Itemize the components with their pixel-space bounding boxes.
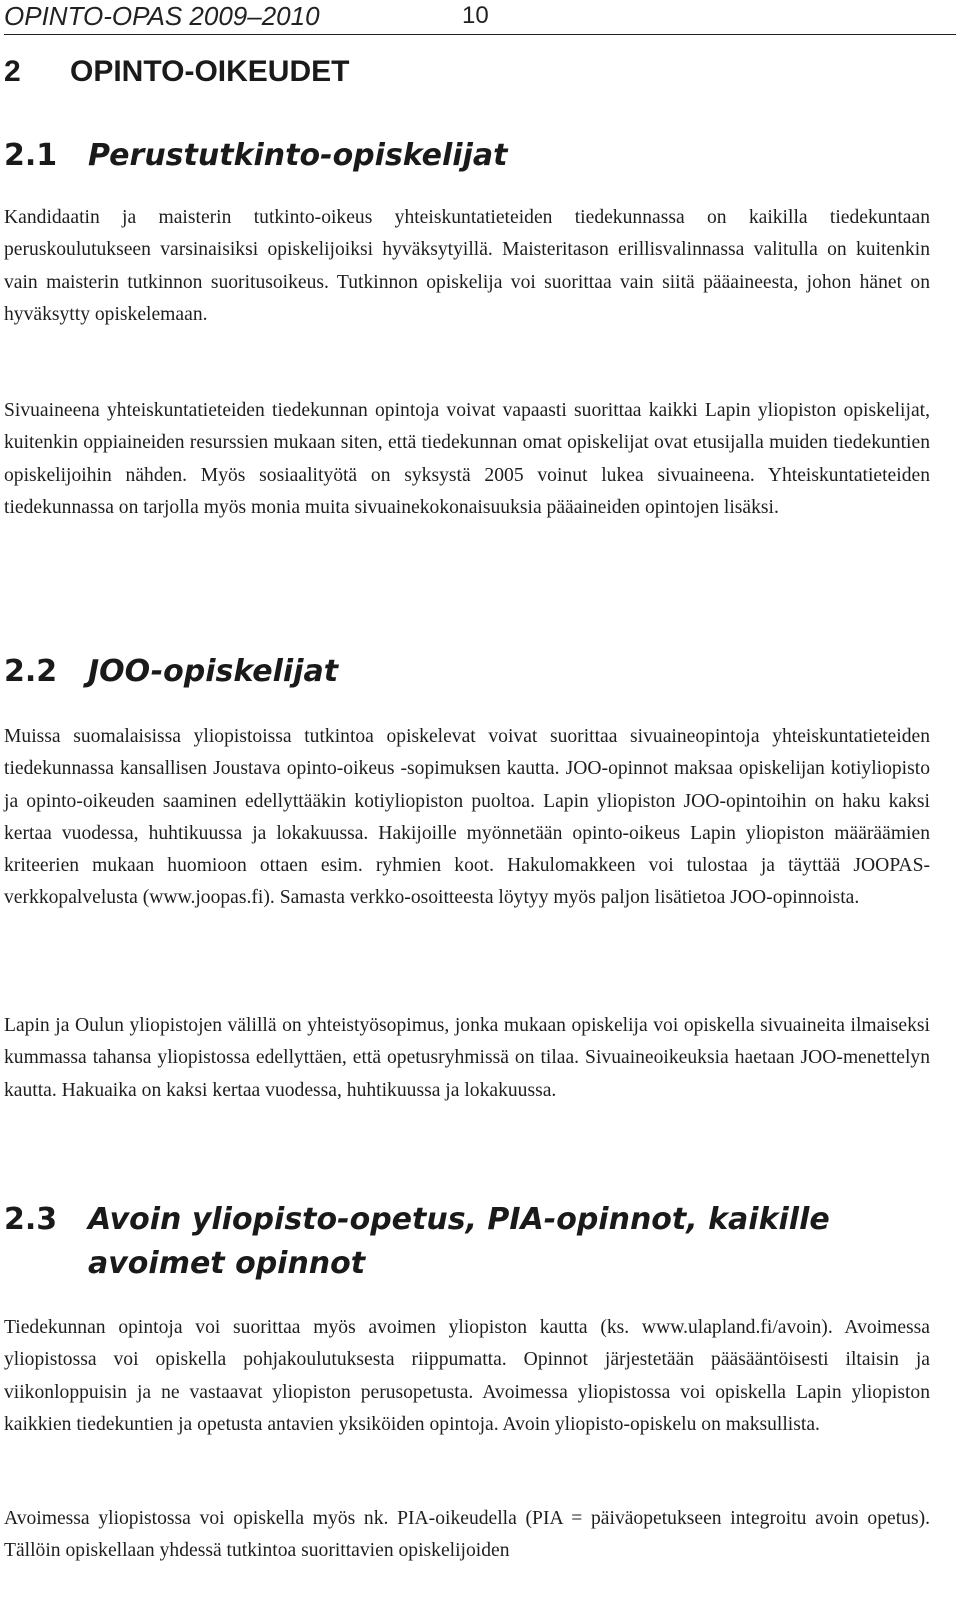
section-title: Avoin yliopisto-opetus, PIA-opinnot, kaikille avoimet opinnot [88,1202,830,1281]
section-number: 2.3 [4,1202,58,1237]
section-title: Perustutkinto-opiskelijat [88,138,508,173]
paragraph: Avoimessa yliopistossa voi opiskella myös nk. PIA-oikeudella (PIA = päiväopetukseen integroitu avoin opetus). Tällöin opiskellaan yhdessä tutkintoa suorittavien opiskelijoiden [4,1508,930,1562]
section-heading-2-3 [4,1198,944,1286]
section-heading-2-2 [4,650,944,694]
running-title: OPINTO-OPAS 2009–2010 [4,1,320,31]
section-heading-2-1 [4,134,944,178]
paragraph: Tiedekunnan opintoja voi suorittaa myös avoimen yliopiston kautta (ks. www.ulapland.fi/avoin). Avoimessa yliopistossa voi opiskella pohjakoulutuksesta riippumatta. Opinnot järjestetään pääsääntöisesti iltaisin ja viikonloppuisin ja ne vastaavat yliopiston perusopetusta. Avoimessa yliopistossa voi opiskella Lapin yliopiston kaikkien tiedekuntien ja opetusta antavien yksiköiden opintoja. Avoin yliopisto-opiskelu on maksullista. [4,1317,930,1435]
paragraph: Sivuaineena yhteiskuntatieteiden tiedekunnan opintoja voivat vapaasti suorittaa kaikki Lapin yliopiston opiskelijat, kuitenkin oppiaineiden resurssien mukaan siten, että tiedekunnan omat opiskelijat ovat etusijalla muiden tiedekuntien opiskelijoihin nähden. Myös sosiaalityötä on syksystä 2005 voinut lukea sivuaineena. Yhteiskuntatieteiden tiedekunnassa on tarjolla myös monia muita sivuainekokonaisuuksia pääaineiden opintojen lisäksi. [4,400,930,518]
chapter-title: OPINTO-OIKEUDET [70,55,350,88]
chapter-number: 2 [4,55,21,88]
section-number: 2.2 [4,654,58,689]
section-title: JOO-opiskelijat [88,654,339,689]
page-header [4,0,956,35]
chapter-heading [4,52,349,92]
paragraph: Muissa suomalaisissa yliopistoissa tutkintoa opiskelevat voivat suorittaa sivuaineopintoja yhteiskuntatieteiden tiedekunnassa kansallisen Joustava opinto-oikeus -sopimuksen kautta. JOO-opinnot maksaa opiskelijan kotiyliopisto ja opinto-oikeuden saaminen edellyttääkin kotiyliopiston puoltoa. Lapin yliopiston JOO-opintoihin on haku kaksi kertaa vuodessa, huhtikuussa ja lokakuussa. Hakijoille myönnetään opinto-oikeus Lapin yliopiston määräämien kriteerien mukaan huomioon ottaen esim. ryhmien koot. Hakulomakkeen voi tulostaa ja täyttää JOOPAS-verkkopalvelusta (www.joopas.fi). Samasta verkko-osoitteesta löytyy myös paljon lisätietoa JOO-opinnoista. [4,726,930,909]
page-number: 10 [462,2,489,29]
section-number: 2.1 [4,138,58,173]
paragraph: Lapin ja Oulun yliopistojen välillä on yhteistyösopimus, jonka mukaan opiskelija voi opiskella sivuaineita ilmaiseksi kummassa tahansa yliopistossa edellyttäen, että opetusryhmissä on tilaa. Sivuaineoikeuksia haetaan JOO-menettelyn kautta. Hakuaika on kaksi kertaa vuodessa, huhtikuussa ja lokakuussa. [4,1015,930,1101]
paragraph: Kandidaatin ja maisterin tutkinto-oikeus yhteiskuntatieteiden tiedekunnassa on kaikilla tiedekuntaan peruskoulutukseen varsinaisiksi opiskelijoiksi hyväksytyillä. Maisteritason erillisvalinnassa valitulla on kuitenkin vain maisterin tutkinnon suoritusoikeus. Tutkinnon opiskelija voi suorittaa vain siitä pääaineesta, johon hänet on hyväksytty opiskelemaan. [4,207,930,325]
